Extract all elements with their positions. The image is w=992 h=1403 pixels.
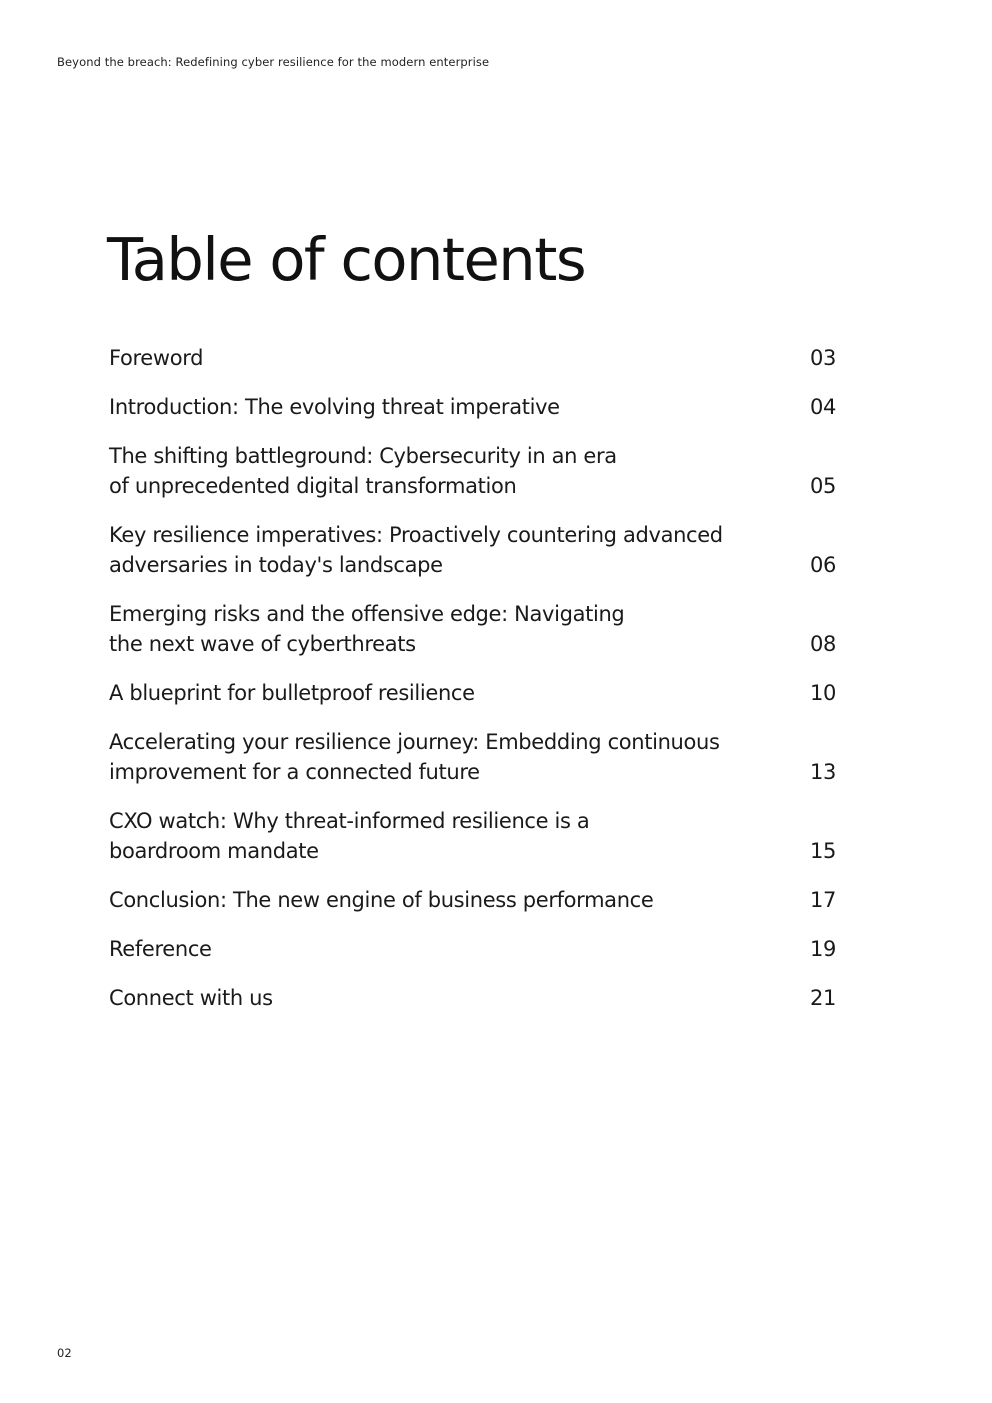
toc-entry-title: The shifting battleground: Cybersecurity in an era of unprecedented digital transformation	[109, 444, 617, 498]
page-title: Table of contents	[107, 225, 586, 294]
toc-entry-title: Introduction: The evolving threat imperative	[109, 395, 560, 419]
toc-entry-conclusion[interactable]	[109, 885, 836, 915]
toc-entry-foreword[interactable]	[109, 343, 836, 373]
running-header: Beyond the breach: Redefining cyber resilience for the modern enterprise	[57, 55, 490, 69]
toc-entry-accelerating-journey[interactable]	[109, 727, 836, 787]
toc-entry-reference[interactable]	[109, 934, 836, 964]
toc-entry-connect[interactable]	[109, 983, 836, 1013]
toc-entry-title: Reference	[109, 937, 212, 961]
toc-entry-emerging-risks[interactable]	[109, 599, 836, 659]
toc-entry-title: Connect with us	[109, 986, 273, 1010]
toc-entry-cxo-watch[interactable]	[109, 806, 836, 866]
toc-entry-blueprint[interactable]	[109, 678, 836, 708]
toc-entry-introduction[interactable]	[109, 392, 836, 422]
toc-entry-page: 06	[809, 553, 836, 577]
toc-entry-page: 04	[809, 395, 836, 419]
toc-entry-title: Accelerating your resilience journey: Embedding continuous improvement for a connected future	[109, 730, 720, 784]
toc-entry-page: 03	[809, 346, 836, 370]
toc-entry-page: 08	[809, 632, 836, 656]
toc-entry-shifting-battleground[interactable]	[109, 441, 836, 501]
toc-entry-title: CXO watch: Why threat-informed resilience is a boardroom mandate	[109, 809, 590, 863]
toc-entry-page: 13	[809, 760, 836, 784]
toc-entry-key-resilience-imperatives[interactable]	[109, 520, 836, 580]
toc-entry-title: A blueprint for bulletproof resilience	[109, 681, 475, 705]
table-of-contents	[109, 343, 836, 1032]
toc-entry-page: 21	[809, 986, 836, 1010]
page-number: 02	[57, 1346, 72, 1360]
toc-entry-title: Foreword	[109, 346, 204, 370]
toc-entry-title: Conclusion: The new engine of business performance	[109, 888, 654, 912]
toc-entry-page: 10	[809, 681, 836, 705]
toc-entry-page: 05	[809, 474, 836, 498]
toc-entry-page: 19	[809, 937, 836, 961]
toc-entry-title: Emerging risks and the offensive edge: Navigating the next wave of cyberthreats	[109, 602, 625, 656]
toc-entry-page: 15	[809, 839, 836, 863]
toc-entry-page: 17	[809, 888, 836, 912]
toc-entry-title: Key resilience imperatives: Proactively countering advanced adversaries in today's landscape	[109, 523, 723, 577]
